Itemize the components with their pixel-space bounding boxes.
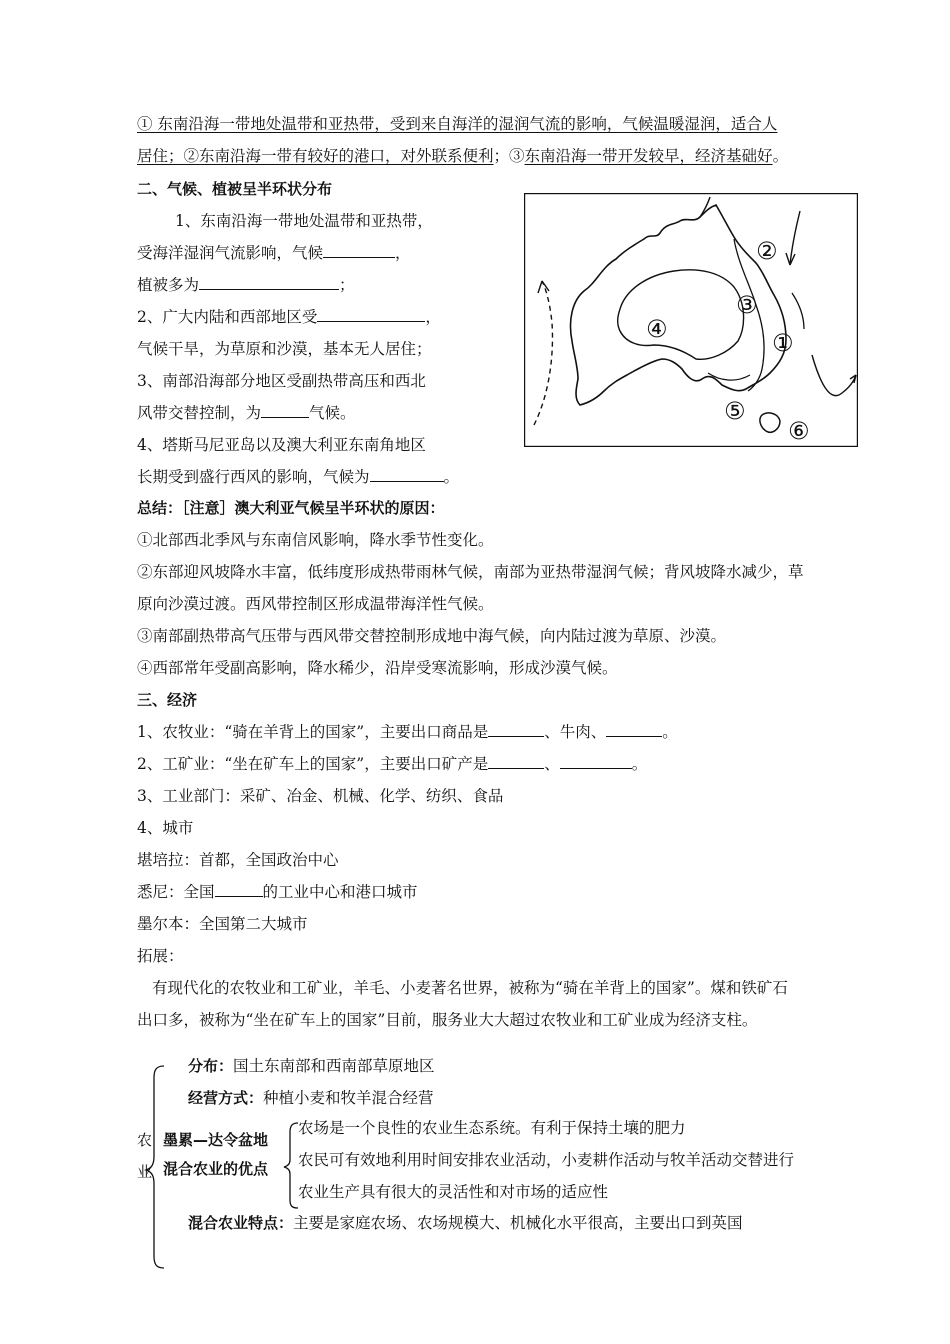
agri-mode-label: 经营方式： xyxy=(188,1089,264,1107)
economy-heading: 三、经济 xyxy=(137,691,198,709)
intro-reason-3: 东南沿海一带开发较早，经济基础好 xyxy=(524,147,773,165)
summary-heading: 总结：［注意］澳大利亚气候呈半环状的原因： xyxy=(137,499,445,517)
intro-reason-2: 东南沿海一带有较好的港口，对外联系便利 xyxy=(199,147,494,165)
intro-line2-start: 居住；② xyxy=(137,147,200,165)
map-label-1: ① xyxy=(772,329,794,357)
agri-features xyxy=(188,1212,743,1234)
map-label-4: ④ xyxy=(646,315,668,343)
economy-agri-text: 1、农牧业：“骑在羊背上的国家”，主要出口商品是 xyxy=(137,723,489,741)
city-melbourne: 墨尔本：全国第二大城市 xyxy=(137,915,308,933)
economy-agriculture xyxy=(137,721,678,743)
advantage-brace xyxy=(284,1123,298,1208)
fill-blank-climate-3[interactable] xyxy=(261,403,309,418)
intro-line2-end: 。 xyxy=(772,147,789,165)
agri-feat-label: 混合农业特点： xyxy=(188,1214,294,1232)
extension-line-1: 有现代化的农牧业和工矿业，羊毛、小麦著名世界，被称为“骑在羊背上的国家”。煤和铁矿石 xyxy=(152,979,788,997)
fill-blank-mineral-2[interactable] xyxy=(560,754,632,769)
fill-blank-sydney[interactable] xyxy=(215,882,263,897)
economy-mining xyxy=(137,753,647,775)
climate-p4-line1: 4、塔斯马尼亚岛以及澳大利亚东南角地区 xyxy=(137,436,426,454)
climate-p2-line2: 气候干旱，为草原和沙漠，基本无人居住； xyxy=(137,340,432,358)
summary-point-3: ③南部副热带高气压带与西风带交替控制形成地中海气候，向内陆过渡为草原、沙漠。 xyxy=(137,627,727,645)
climate-p2-comma: ， xyxy=(425,308,441,326)
fill-blank-mineral-1[interactable] xyxy=(488,754,544,769)
climate-p2-text: 2、广大内陆和西部地区受 xyxy=(137,308,318,326)
agri-mode xyxy=(188,1087,434,1109)
summary-point-2-line2: 原向沙漠过渡。西风带控制区形成温带海洋性气候。 xyxy=(137,595,494,613)
climate-heading: 二、气候、植被呈半环状分布 xyxy=(137,180,333,198)
climate-p2-line1 xyxy=(137,306,441,328)
economy-cities-heading: 4、城市 xyxy=(137,819,194,837)
fill-blank-vegetation[interactable] xyxy=(199,275,339,290)
summary-point-1: ①北部西北季风与东南信风影响，降水季节性变化。 xyxy=(137,531,494,549)
agri-advantage-3: 农业生产具有很大的灵活性和对市场的适应性 xyxy=(298,1183,609,1201)
city-sydney xyxy=(137,881,418,903)
economy-agri-end: 。 xyxy=(662,723,678,741)
climate-p4-end: 。 xyxy=(443,468,460,486)
map-label-6: ⑥ xyxy=(788,417,810,445)
agri-side-char-1: 农 xyxy=(137,1131,153,1149)
agri-mode-text: 种植小麦和牧羊混合经营 xyxy=(263,1089,434,1107)
agri-adv-label-1: 墨累—达令盆地 xyxy=(163,1131,269,1149)
agri-advantage-2: 农民可有效地利用时间安排农业活动，小麦耕作活动与牧羊活动交替进行 xyxy=(298,1151,795,1169)
city-sydney-end: 的工业中心和港口城市 xyxy=(262,883,418,901)
intro-line-1 xyxy=(137,113,777,135)
agri-feat-text: 主要是家庭农场、农场规模大、机械化水平很高，主要出口到英国 xyxy=(293,1214,743,1232)
agri-distribution xyxy=(188,1055,435,1077)
extension-label: 拓展： xyxy=(137,947,184,965)
climate-p1-comma: ， xyxy=(395,244,411,262)
climate-p3-line1: 3、南部沿海部分地区受副热带高压和西北 xyxy=(137,372,426,390)
australia-climate-map xyxy=(524,193,858,447)
fill-blank-export-2[interactable] xyxy=(606,722,662,737)
intro-line-2 xyxy=(137,145,788,167)
agri-advantage-1: 农场是一个良性的农业生态系统。有利于保持土壤的肥力 xyxy=(298,1119,686,1137)
city-canberra: 堪培拉：首都，全国政治中心 xyxy=(137,851,339,869)
climate-p4-text: 长期受到盛行西风的影响，气候为 xyxy=(137,468,370,486)
climate-p1-semicolon: ； xyxy=(339,276,355,294)
economy-mining-sep: 、 xyxy=(544,755,560,773)
climate-p3-line2 xyxy=(137,402,356,424)
climate-p1-text: 受海洋湿润气流影响，气候 xyxy=(137,244,324,262)
economy-agri-mid: 、牛肉、 xyxy=(544,723,607,741)
map-label-2: ② xyxy=(756,237,778,265)
agri-dist-text: 国土东南部和西南部草原地区 xyxy=(233,1057,435,1075)
climate-p1-line1: 1、东南沿海一带地处温带和亚热带， xyxy=(175,212,433,230)
economy-mining-end: 。 xyxy=(631,755,648,773)
economy-industry: 3、工业部门：采矿、冶金、机械、化学、纺织、食品 xyxy=(137,787,504,805)
summary-point-4: ④西部常年受副高影响，降水稀少，沿岸受寒流影响，形成沙漠气候。 xyxy=(137,659,618,677)
extension-line-2: 出口多，被称为“坐在矿车上的国家”目前，服务业大大超过农牧业和工矿业成为经济支柱。 xyxy=(137,1011,758,1029)
climate-p1-line2 xyxy=(137,242,411,264)
climate-p3-end: 气候。 xyxy=(309,404,356,422)
climate-p3-text: 风带交替控制，为 xyxy=(137,404,262,422)
city-sydney-text: 悉尼：全国 xyxy=(137,883,215,901)
intro-line2-sep: ；③ xyxy=(493,147,525,165)
fill-blank-inland[interactable] xyxy=(317,307,425,322)
map-label-3: ③ xyxy=(736,291,758,319)
climate-p1-veg-text: 植被多为 xyxy=(137,276,200,294)
agri-dist-label: 分布： xyxy=(188,1057,234,1075)
agri-adv-label-2: 混合农业的优点 xyxy=(163,1160,269,1178)
fill-blank-climate-1[interactable] xyxy=(323,243,395,258)
map-label-5: ⑤ xyxy=(724,397,746,425)
agri-side-char-2: 业 xyxy=(137,1163,153,1181)
climate-p1-line3 xyxy=(137,274,355,296)
fill-blank-export-1[interactable] xyxy=(488,722,544,737)
climate-p4-line2 xyxy=(137,466,459,488)
intro-reason-1: ① 东南沿海一带地处温带和亚热带，受到来自海洋的湿润气流的影响，气候温暖湿润，适合人 xyxy=(137,115,778,133)
summary-point-2-line1: ②东部迎风坡降水丰富，低纬度形成热带雨林气候，南部为亚热带湿润气候；背风坡降水减少，草 xyxy=(137,563,804,581)
fill-blank-climate-4[interactable] xyxy=(370,467,444,482)
economy-mining-text: 2、工矿业：“坐在矿车上的国家”，主要出口矿产是 xyxy=(137,755,489,773)
